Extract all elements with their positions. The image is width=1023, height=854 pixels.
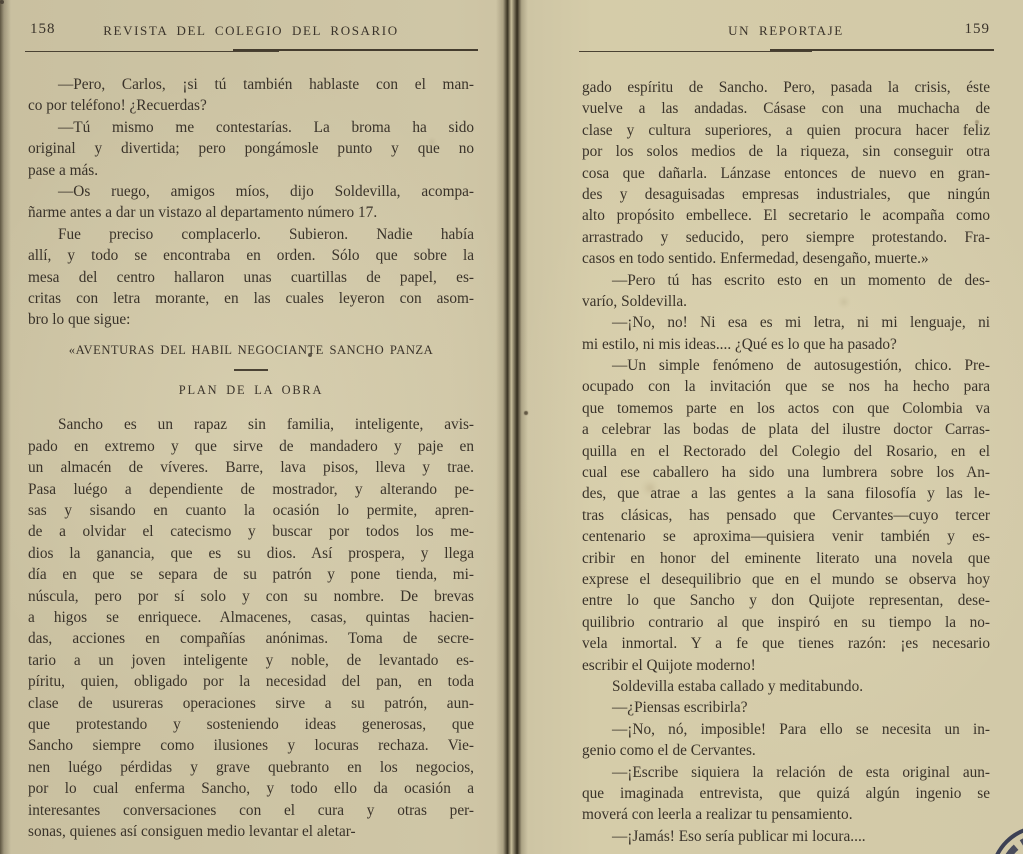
text-line: Fue preciso complacerlo. Subieron. Nadie había [58,225,474,243]
text-line: por lo cual enferma Sancho, y todo ello da ocasión a [28,780,474,798]
text-line: cribir en honor del eminente literato una novela que [582,549,990,567]
paragraph [28,414,474,842]
paragraph [582,762,990,826]
text-line: pase a más. [28,161,99,179]
paragraph [582,719,990,762]
section-divider [234,369,268,371]
paragraph [582,676,990,697]
text-line: núscula, pero por sí solo y con su nombre. De brevas [28,587,474,605]
text-line: clase de usureras operaciones sirve a su patrón, aun- [28,694,474,712]
text-line: quilibrio contrario al que inspiró en su tiempo la no- [582,613,990,631]
text-line: quilla en el Rectorado del Colegio del Rosario, en el [582,442,990,460]
text-line: por los solos medios de la riqueza, sin conseguir otra [582,143,990,161]
paragraph [582,77,990,270]
paragraph [28,181,474,224]
right-page-number: 159 [964,21,990,37]
paper-specks [0,0,4,4]
text-line: sas y sisando en cuanto la ocasión lo permite, apren- [28,502,474,520]
text-line: escribir el Quijote moderno! [582,656,756,674]
right-page [582,20,990,847]
text-line: des y desaguisadas empresas industriales, que ningún [582,185,990,203]
text-line: nen luégo pérdidas y grave quebranto en los negocios, [28,758,474,776]
text-line: cosa que dañarla. Lánzase entonces de nuevo en gran- [582,164,990,182]
text-line: píritu, quien, obligado por la necesidad del pan, en toda [28,673,474,691]
text-line: un almacén de víveres. Barre, lava pisos, lleva y trae. [28,459,474,477]
text-line: exprese el desequilibrio que en el mundo se observa hoy [582,570,990,588]
text-line: des, que atrae a las gentes a la sana filosofía y las le- [582,485,990,503]
paragraph [582,826,990,847]
right-page-header [582,20,990,46]
paragraph [28,74,474,117]
text-line: —¡Escribe siquiera la relación de esta original aun- [612,763,990,781]
text-line: —Pero tú has escrito esto en un momento de des- [612,271,990,289]
paragraph [28,224,474,331]
text-line: de a olvidar el catecismo y buscar por todos los me- [28,523,474,541]
text-line: mi estilo, ni mis ideas.... ¿Qué es lo que ha pasado? [582,335,897,353]
section-heading: «AVENTURAS DEL HABIL NEGOCIANTE SANCHO PANZA [68,342,434,357]
text-line: vela inmortal. Y a fe que tienes razón: ¡es necesario [582,635,990,653]
text-line: día en que se separa de su patrón y pone tienda, mi- [28,566,474,584]
left-header-rule [28,49,474,53]
left-page-header [28,20,474,46]
text-line: —¡No, nó, imposible! Para ello se necesita un in- [612,720,990,738]
left-page [28,20,474,842]
text-line: genio como el de Cervantes. [582,742,756,760]
text-line: Sancho siempre como ilusiones y locuras rechaza. Vie- [28,737,474,755]
right-header-rule [582,49,990,53]
text-line: que tomemos parte en los actos con que Colombia va [582,399,990,417]
section-subheading: PLAN DE LA OBRA [178,383,324,398]
paragraph [28,117,474,181]
text-line: Soldevilla estaba callado y meditabundo. [612,677,864,695]
text-line: entre lo que Sancho y don Quijote representan, dese- [582,592,990,610]
text-line: —Pero, Carlos, ¡si tú también hablaste con el man- [58,76,474,93]
text-line: co por teléfono! ¿Recuerdas? [28,97,207,115]
text-line: ñarme antes a dar un vistazo al departamento número 17. [28,204,378,222]
text-line: —Tú mismo me contestarías. La broma ha sido [58,118,474,136]
library-ink-stamp [990,825,1023,854]
right-page-body [582,77,990,847]
text-line: casos en todo sentido. Enfermedad, desengaño, muerte.» [582,250,929,268]
text-line: varío, Soldevilla. [582,292,687,310]
text-line: a celebrar las bodas de plata del ilustre doctor Carras- [582,421,990,439]
text-line: que protestando y sosteniendo ideas generosas, que [28,715,474,733]
text-line: ocupado con la invitación que se nos ha hecho para [582,378,990,396]
text-line: alto propósito embellece. El secretario le acompaña como [582,207,990,225]
paragraph [582,355,990,676]
text-line: gado espíritu de Sancho. Pero, pasada la crisis, éste [582,79,990,96]
left-running-title: REVISTA DEL COLEGIO DEL ROSARIO [103,23,399,38]
text-line: das, acciones en compañías anónimas. Toma de secre- [28,630,474,648]
left-page-number: 158 [30,21,56,37]
text-line: moverá con leerla a realizar tu pensamiento. [582,806,853,824]
text-line: interesantes conversaciones con el cura y otras per- [28,801,474,819]
text-line: centenario se aproxima—quisiera venir también y es- [582,528,990,546]
text-line: Sancho es un rapaz sin familia, inteligente, avis- [58,416,474,434]
text-line: a higos se enriquece. Almacenes, casas, quintas hacien- [28,608,474,626]
text-line: cual ese caballero ha sido una lumbrera sobre los An- [582,464,990,482]
paragraph [582,312,990,355]
text-line: critas con letra morante, en las cuales leyeron con asom- [28,289,474,307]
text-line: clase y cultura superiores, a quien procura hacer feliz [582,121,990,139]
text-line: —Un simple fenómeno de autosugestión, chico. Pre- [612,357,990,375]
text-line: original y divertida; pero pongámosle punto y que no [28,140,474,158]
paragraph [582,697,990,718]
text-line: bro lo que sigue: [28,311,131,329]
text-line: tras clásicas, has pensado que Cervantes—cuyo tercer [582,506,990,524]
text-line: —Os ruego, amigos míos, dijo Soldevilla, acompa- [58,182,474,200]
text-line: mesa del centro hallaron unas cuartillas de papel, es- [28,268,474,286]
text-line: Pasa luégo a dependiente de mostrador, y alterando pe- [28,480,474,498]
text-line: —¡No, no! Ni esa es mi letra, ni mi lenguaje, ni [612,314,990,332]
text-line: —¡Jamás! Eso sería publicar mi locura.... [612,827,866,845]
book-gutter-shadow [496,0,528,854]
text-line: dios la ganancia, que es su dios. Así prospera, y llega [28,544,474,562]
text-line: pado en extremo y que sirve de mandadero y paje en [28,437,474,455]
paragraph [582,270,990,313]
text-line: que imaginada entrevista, que quizá algún ingenio se [582,784,990,802]
text-line: tario a un joven inteligente y noble, de levantado es- [28,651,474,669]
left-page-body [28,74,474,842]
text-line: allí, y todo se encontraba en orden. Sólo que sobre la [28,247,474,265]
text-line: arrastrado y seducido, pero siempre protestando. Fra- [582,228,990,246]
text-line: —¿Piensas escribirla? [612,699,748,717]
right-running-title: UN REPORTAJE [728,23,844,38]
text-line: vuelve a las andadas. Cásase con una muchacha de [582,100,990,118]
text-line: sonas, quienes así consiguen medio levantar el aletar- [28,822,356,840]
